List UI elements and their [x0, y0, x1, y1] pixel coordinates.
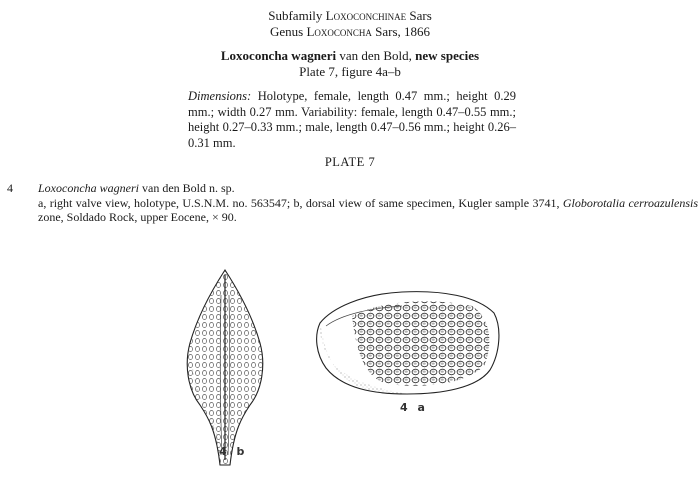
genus-name: Loxoconcha	[306, 24, 372, 39]
figure-4a-right-valve-view	[312, 288, 502, 398]
caption-number: 4	[7, 181, 13, 195]
subfamily-heading: Subfamily Loxoconchinae Sars	[268, 8, 432, 23]
species-status: new species	[415, 48, 480, 63]
caption-taxon: Loxoconcha wagneri van den Bold n. sp.	[38, 181, 235, 195]
dimensions-label: Dimensions:	[188, 89, 252, 103]
species-heading: Loxoconcha wagneri van den Bold, new species	[220, 48, 480, 63]
dimensions-paragraph: Dimensions: Holotype, female, length 0.47 mm.; height 0.29 mm.; width 0.27 mm. Variability: female, length 0.47–0.55 mm.; height 0.27–0.33 mm.; male, length 0.47–0.56 mm.; height 0.26–0.31 mm.	[188, 89, 516, 150]
zone-taxon: Globorotalia cerroazulensis	[562, 195, 698, 210]
figure-4b-dorsal-view	[180, 265, 270, 470]
plate-title: PLATE 7	[324, 155, 376, 169]
figure-4b-label: 4 b	[219, 445, 248, 458]
subfamily-name: Loxoconchinae	[325, 8, 407, 23]
caption-text: a, right valve view, holotype, U.S.N.M. no. 563547; b, dorsal view of same specimen, Kugler sample 3741, Globorotalia cerroazulensis zone, Soldado Rock, upper Eocene, × 90.	[38, 195, 698, 224]
plate-reference: Plate 7, figure 4a–b	[299, 64, 401, 79]
species-name: Loxoconcha wagneri	[220, 48, 337, 63]
figure-4a-label: 4 a	[400, 401, 428, 414]
genus-heading: Genus Loxoconcha Sars, 1866	[269, 24, 431, 39]
